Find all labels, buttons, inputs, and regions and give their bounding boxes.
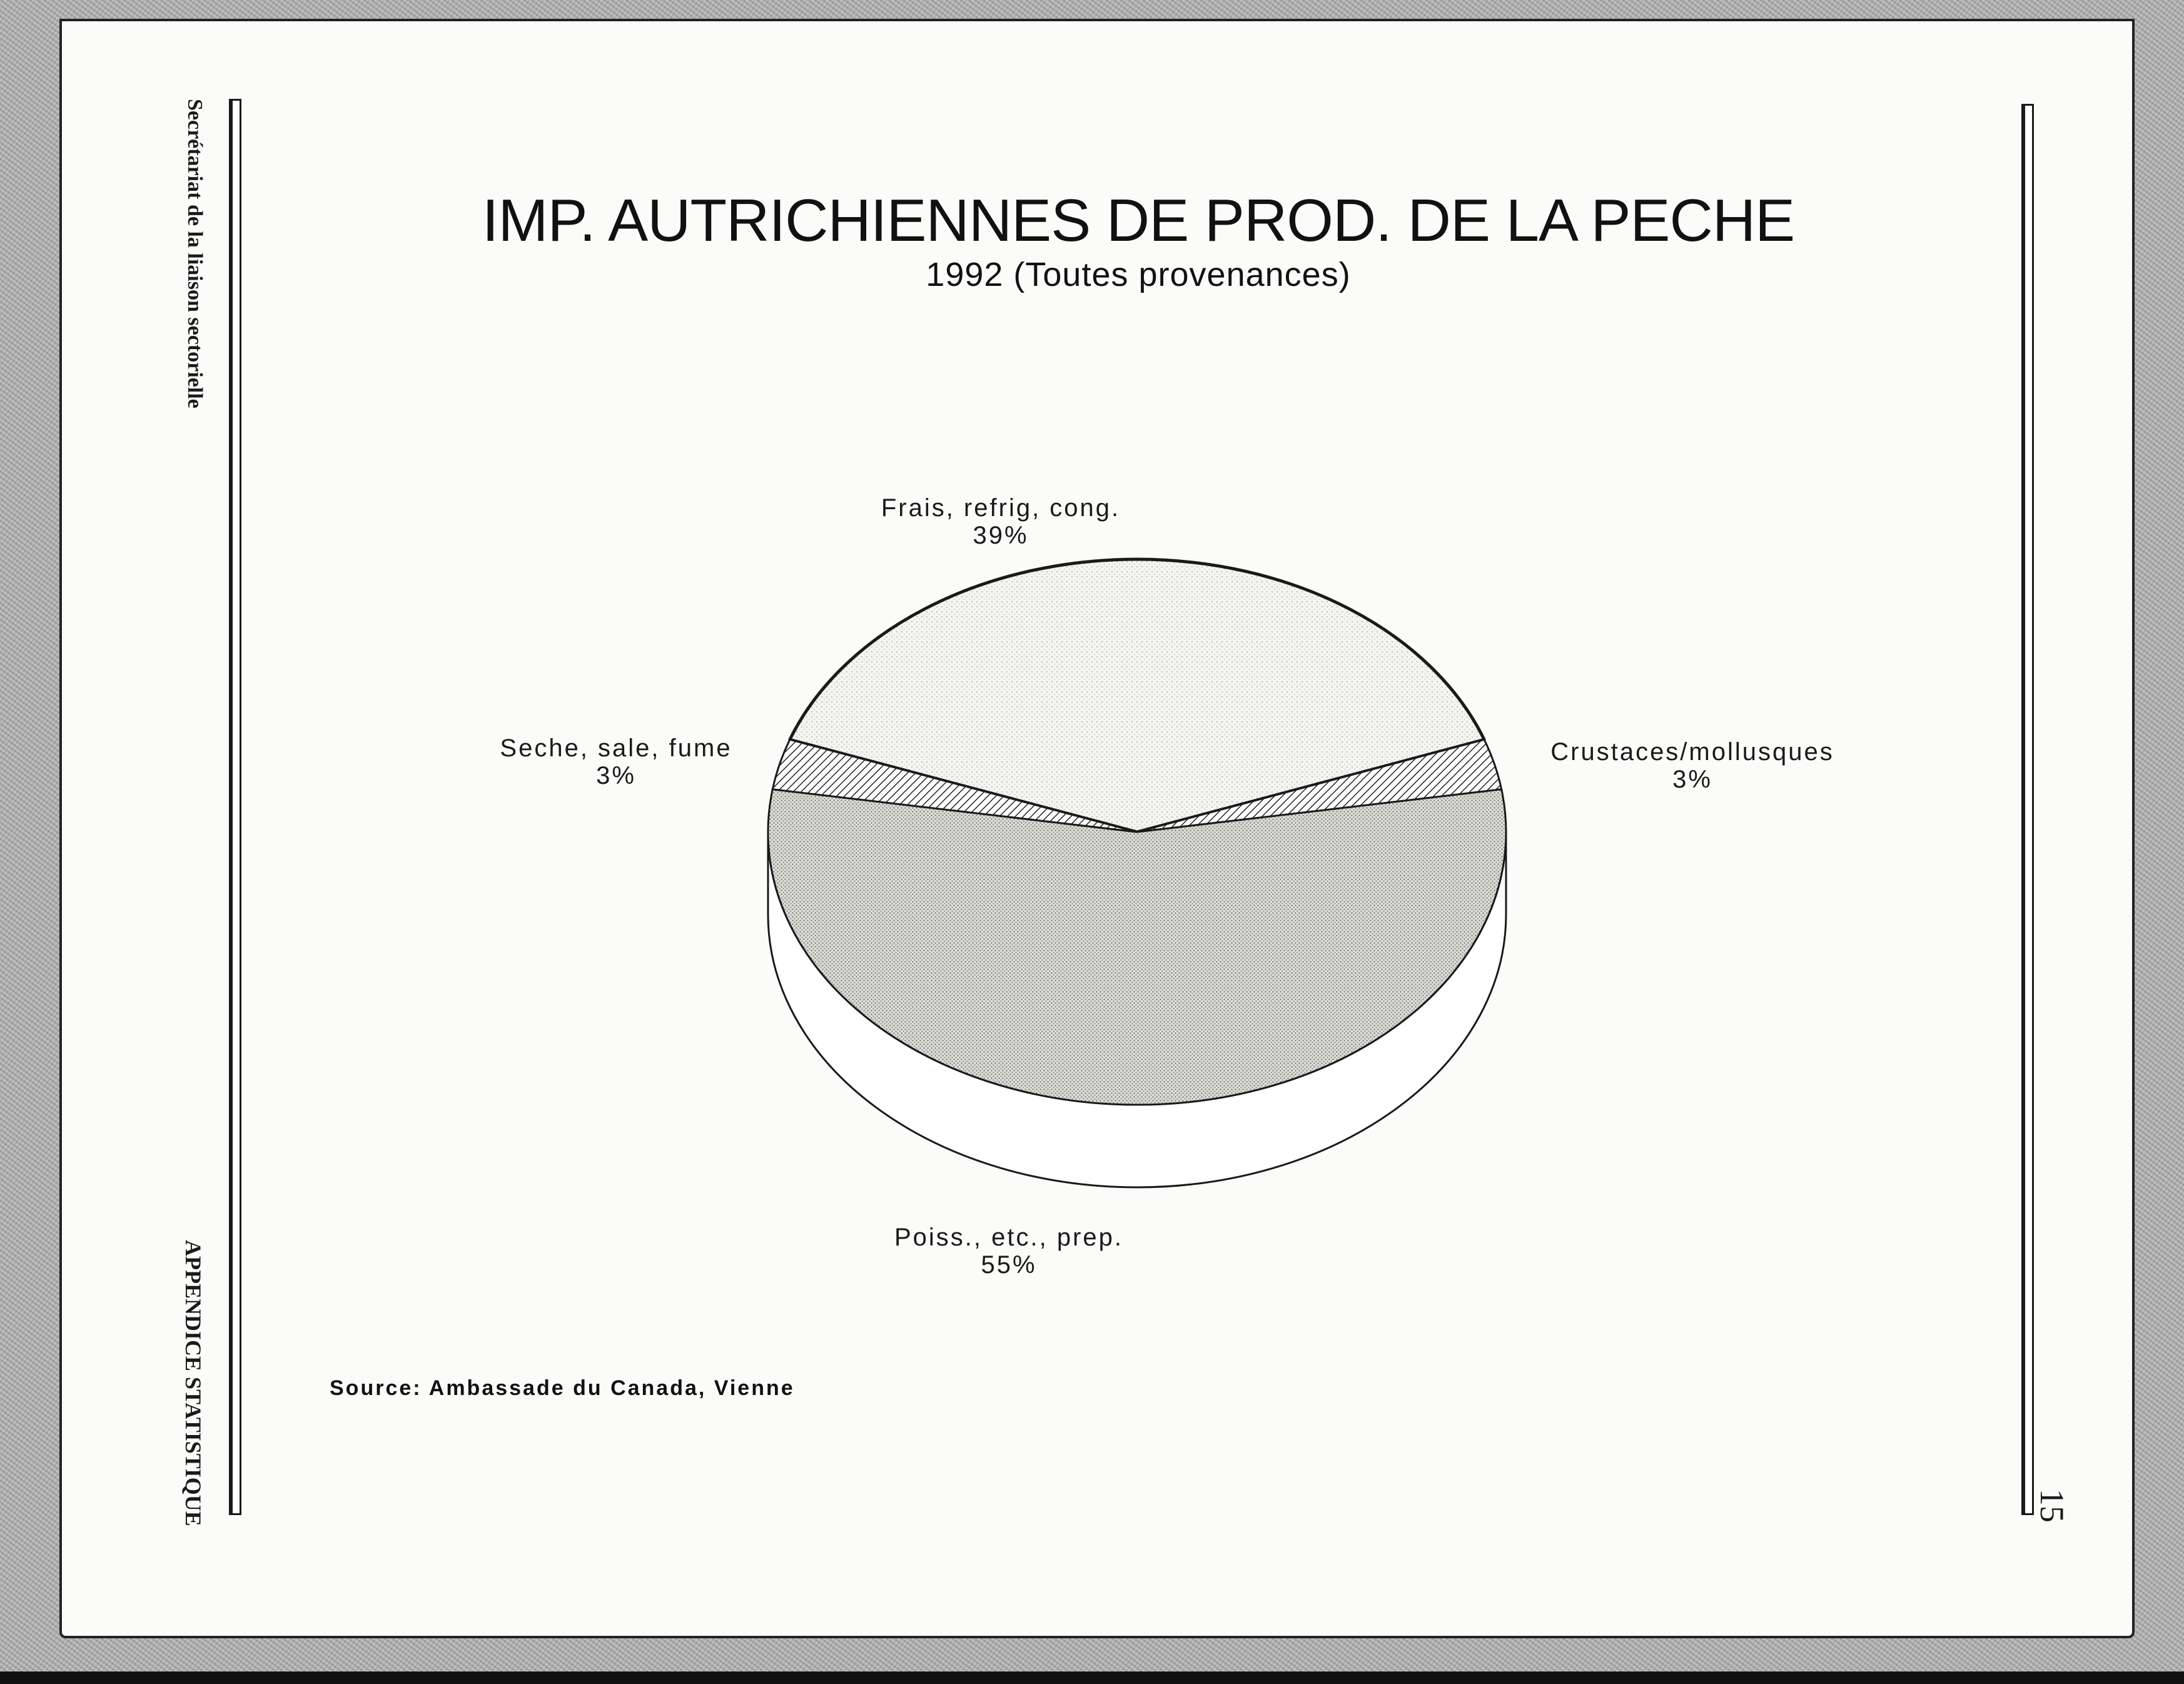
chart-title: IMP. AUTRICHIENNES DE PROD. DE LA PECHE [482, 187, 1795, 254]
pie-label-poisson [894, 1224, 1123, 1279]
slice-label: Frais, refrig, cong. [881, 494, 1121, 522]
slice-value-label: 3% [1672, 766, 1712, 793]
pie-label-crustaces [1550, 738, 1834, 793]
slice-value-label: 3% [596, 762, 636, 789]
pie-label-frais [881, 494, 1120, 549]
page-number: 15 [2033, 1489, 2071, 1523]
slice-label: Seche, sale, fume [500, 734, 732, 762]
slice-value-label: 55% [981, 1251, 1037, 1279]
slice-label: Crustaces/mollusques [1550, 738, 1834, 766]
pie-label-seche [500, 734, 732, 789]
source-note: Source: Ambassade du Canada, Vienne [330, 1376, 795, 1400]
pie-slices [768, 559, 1506, 1105]
running-footer: APPENDICE STATISTIQUE [181, 1240, 206, 1526]
slice-value-label: 39% [973, 522, 1029, 549]
running-header: Secrétariat de la liaison sectorielle [183, 99, 206, 408]
chart-subtitle: 1992 (Toutes provenances) [926, 256, 1351, 293]
slice-label: Poiss., etc., prep. [894, 1224, 1124, 1251]
